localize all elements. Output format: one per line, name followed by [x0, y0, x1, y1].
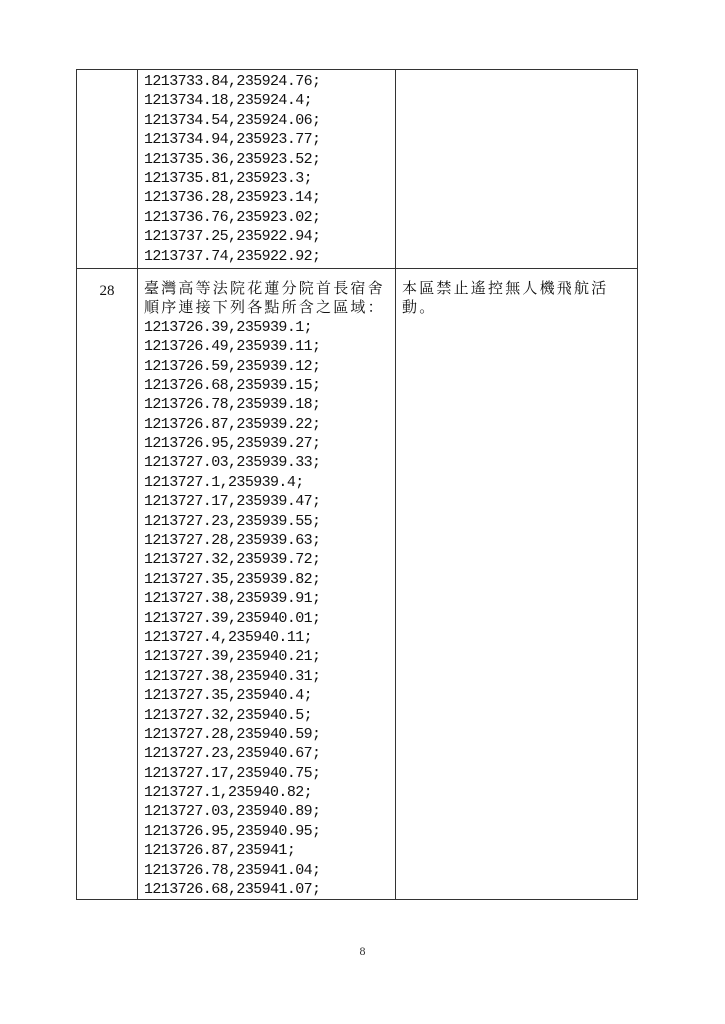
- zone-rule-cell: [396, 268, 638, 900]
- coordinate-line: 1213726.39,235939.1;: [144, 318, 313, 336]
- zone-description: 臺灣高等法院花蓮分院首長宿舍順序連接下列各點所含之區域：: [144, 278, 385, 317]
- coordinate-line: 1213727.38,235939.91;: [144, 590, 321, 608]
- table-row: [77, 70, 638, 269]
- zone-rule-text: 本區禁止遙控無人機飛航活動。: [402, 278, 609, 317]
- zone-area-cell: [138, 70, 396, 269]
- coordinate-line: 1213727.03,235939.33;: [144, 454, 321, 472]
- coordinate-line: 1213727.1,235940.82;: [144, 784, 313, 802]
- coordinate-line: 1213736.28,235923.14;: [144, 189, 321, 207]
- table-row: [77, 268, 638, 900]
- coordinate-line: 1213735.36,235923.52;: [144, 150, 321, 168]
- coordinate-line: 1213727.38,235940.31;: [144, 667, 321, 685]
- coordinate-line: 1213726.87,235941;: [144, 842, 296, 860]
- coordinate-line: 1213736.76,235923.02;: [144, 208, 321, 226]
- coordinate-line: 1213734.54,235924.06;: [144, 111, 321, 129]
- coordinate-line: 1213737.74,235922.92;: [144, 247, 321, 265]
- coordinate-line: 1213727.17,235939.47;: [144, 493, 321, 511]
- coordinate-line: 1213726.78,235939.18;: [144, 396, 321, 414]
- coordinate-line: 1213727.4,235940.11;: [144, 628, 313, 646]
- coordinate-line: 1213726.59,235939.12;: [144, 357, 321, 375]
- coordinate-line: 1213734.18,235924.4;: [144, 92, 313, 110]
- zone-number-cell: [77, 70, 138, 269]
- coordinate-list: [144, 72, 389, 266]
- coordinate-line: 1213726.87,235939.22;: [144, 415, 321, 433]
- coordinate-line: 1213727.1,235939.4;: [144, 473, 304, 491]
- zone-rule-cell: [396, 70, 638, 269]
- coordinate-list: [144, 318, 389, 900]
- coordinate-line: 1213726.78,235941.04;: [144, 861, 321, 879]
- coordinate-line: 1213727.28,235939.63;: [144, 532, 321, 550]
- coordinate-line: 1213727.35,235940.4;: [144, 687, 313, 705]
- coordinate-line: 1213727.32,235939.72;: [144, 551, 321, 569]
- coordinate-line: 1213726.68,235939.15;: [144, 376, 321, 394]
- restricted-zone-table: [76, 69, 638, 900]
- coordinate-line: 1213727.23,235940.67;: [144, 745, 321, 763]
- coordinate-line: 1213727.03,235940.89;: [144, 803, 321, 821]
- coordinate-line: 1213727.39,235940.01;: [144, 609, 321, 627]
- page-number: 8: [359, 944, 366, 958]
- coordinate-line: 1213727.32,235940.5;: [144, 706, 313, 724]
- zone-number-cell: 28: [77, 268, 138, 900]
- coordinate-line: 1213733.84,235924.76;: [144, 73, 321, 90]
- coordinate-line: 1213735.81,235923.3;: [144, 169, 313, 187]
- coordinate-line: 1213727.23,235939.55;: [144, 512, 321, 530]
- zone-area-cell: [138, 268, 396, 900]
- coordinate-line: 1213726.95,235940.95;: [144, 822, 321, 840]
- coordinate-line: 1213727.28,235940.59;: [144, 725, 321, 743]
- coordinate-line: 1213727.35,235939.82;: [144, 570, 321, 588]
- coordinate-line: 1213726.68,235941.07;: [144, 881, 321, 899]
- coordinate-line: 1213727.39,235940.21;: [144, 648, 321, 666]
- coordinate-line: 1213726.49,235939.11;: [144, 338, 321, 356]
- coordinate-line: 1213734.94,235923.77;: [144, 131, 321, 149]
- coordinate-line: 1213737.25,235922.94;: [144, 228, 321, 246]
- coordinate-line: 1213727.17,235940.75;: [144, 764, 321, 782]
- coordinate-line: 1213726.95,235939.27;: [144, 435, 321, 453]
